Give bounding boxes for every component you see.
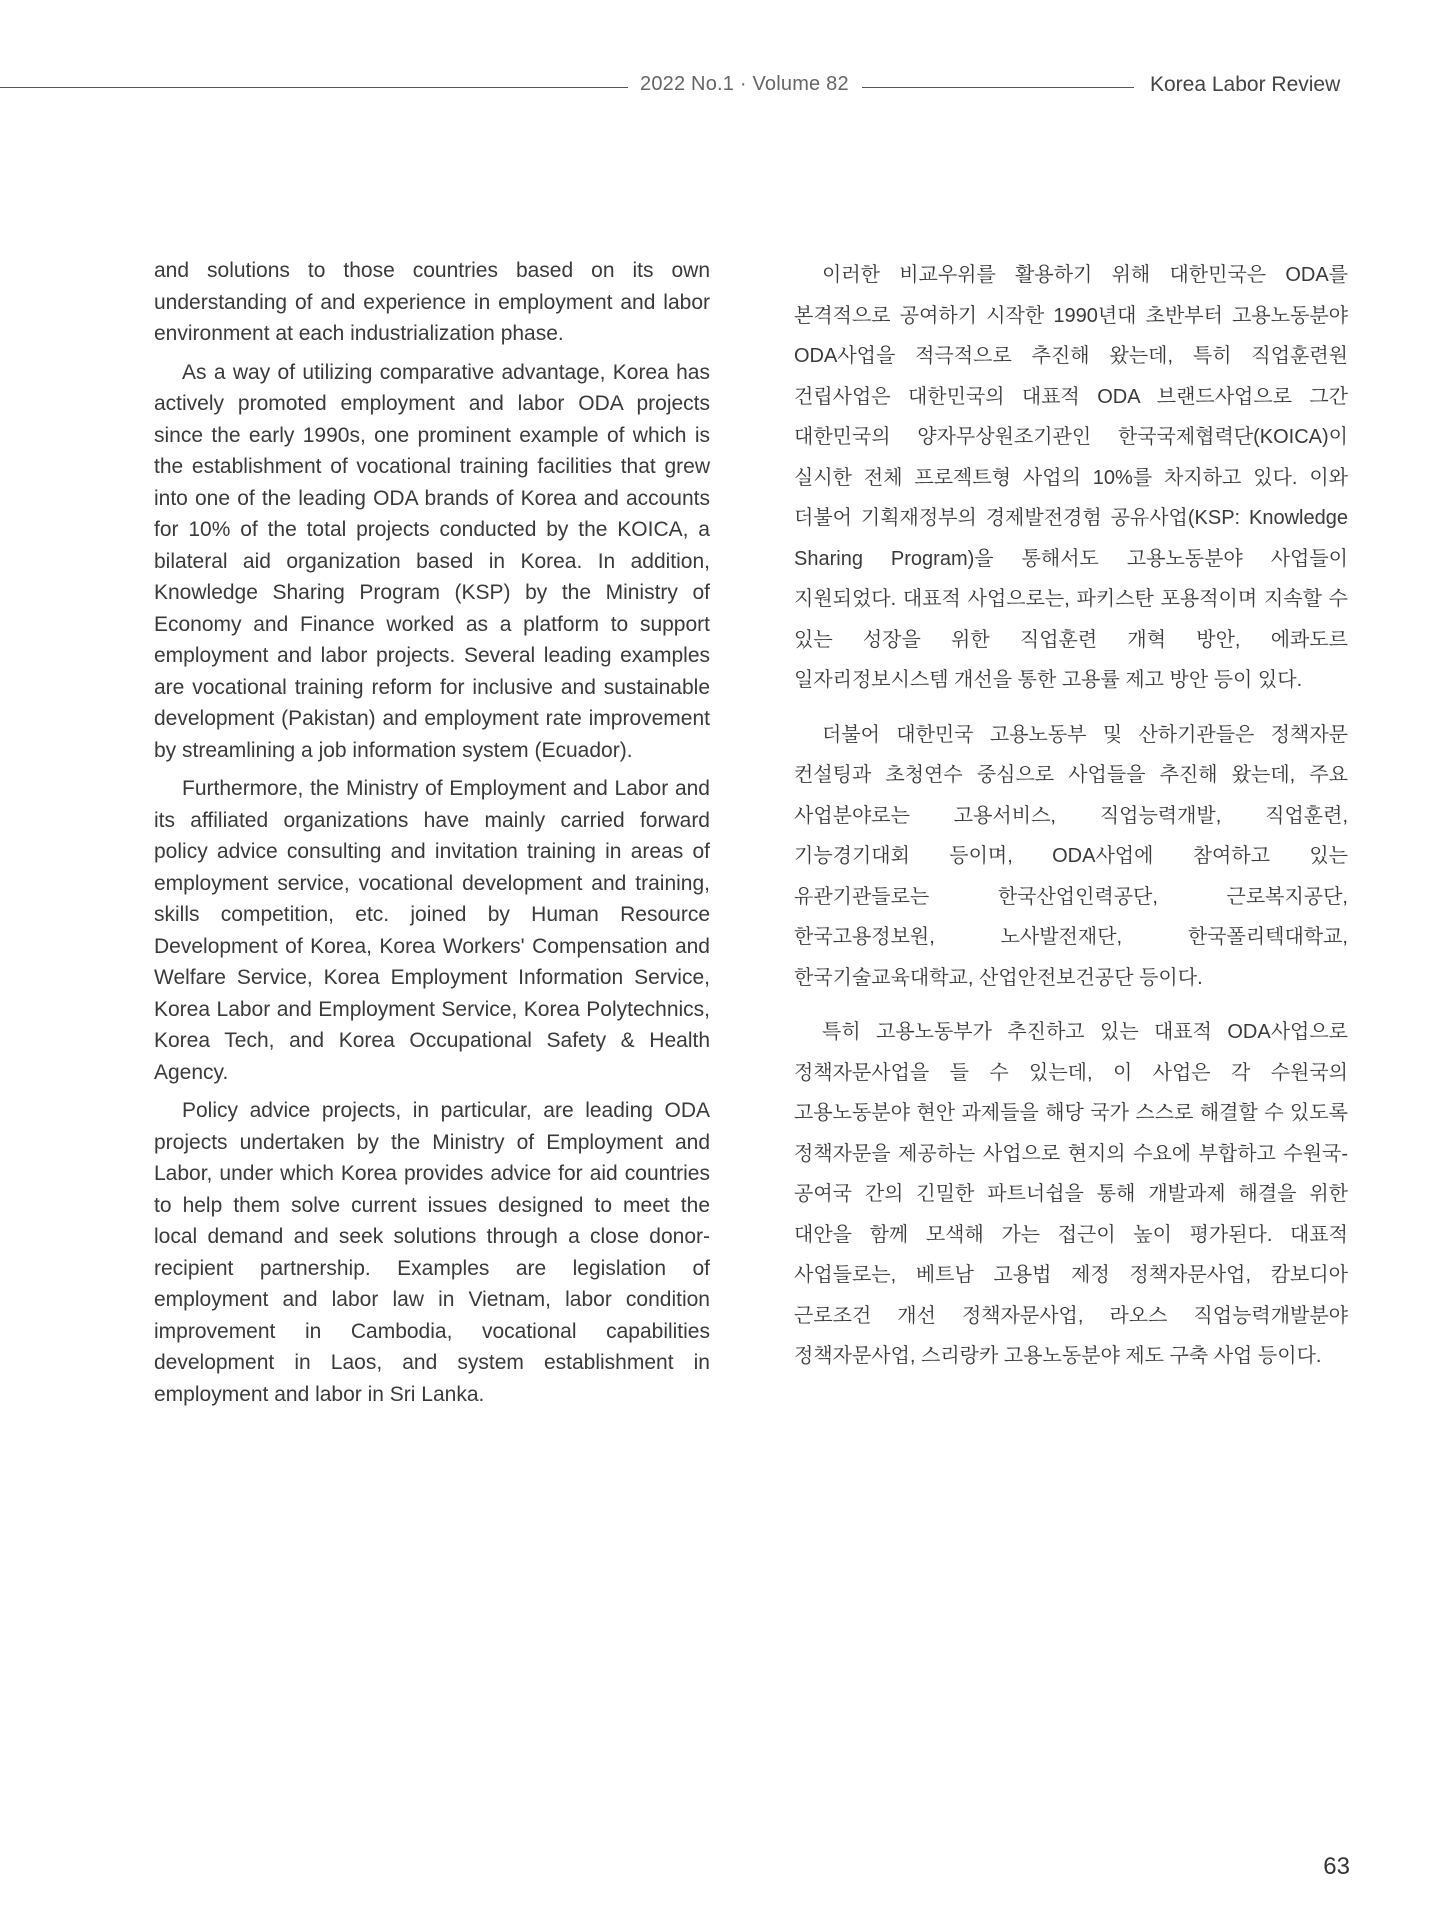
english-paragraph: Furthermore, the Ministry of Employment and Labor and its affiliated organizations have mainly carried forward policy advice consulting and invitation training in areas of employment service, vocational development and training, skills competition, etc. joined by Human Resource Development of Korea, Korea Workers' Compensation and Welfare Service, Korea Employment Information Service, Korea Labor and Employment Service, Korea Polytechnics, Korea Tech, and Korea Occupational Safety & Health Agency.: [154, 777, 710, 1084]
english-column: [154, 255, 710, 1417]
korean-paragraph: 특히 고용노동부가 추진하고 있는 대표적 ODA사업으로 정책자문사업을 들 수 있는데, 이 사업은 각 수원국의 고용노동분야 현안 과제들을 해당 국가 스스로 해결할 수 있도록 정책자문을 제공하는 사업으로 현지의 수요에 부합하고 수원국-공여국 간의 긴밀한 파트너쉽을 통해 개발과제 해결을 위한 대안을 함께 모색해 가는 접근이 높이 평가된다. 대표적 사업들로는, 베트남 고용법 제정 정책자문사업, 캄보디아 근로조건 개선 정책자문사업, 라오스 직업능력개발분야 정책자문사업, 스리랑카 고용노동분야 제도 구축 사업 등이다.: [794, 1021, 1348, 1367]
english-paragraph: As a way of utilizing comparative advantage, Korea has actively promoted employment and labor ODA projects since the early 1990s, one prominent example of which is the establishment of vocational training facilities that grew into one of the leading ODA brands of Korea and accounts for 10% of the total projects conducted by the KOICA, a bilateral aid organization based in Korea. In addition, Knowledge Sharing Program (KSP) by the Ministry of Economy and Finance worked as a platform to support employment and labor projects. Several leading examples are vocational training reform for inclusive and sustainable development (Pakistan) and employment rate improvement by streamlining a job information system (Ecuador).: [154, 360, 710, 762]
journal-title: Korea Labor Review: [1150, 73, 1341, 96]
page-number: 63: [1323, 1853, 1350, 1880]
issue-label: 2022 No.1 · Volume 82: [640, 73, 849, 95]
running-header: [0, 72, 1431, 102]
header-rule-left: [0, 87, 628, 88]
header-rule-middle: [862, 87, 1134, 88]
korean-paragraph: 이러한 비교우위를 활용하기 위해 대한민국은 ODA를 본격적으로 공여하기 시작한 1990년대 초반부터 고용노동분야 ODA사업을 적극적으로 추진해 왔는데, 특히 직업훈련원 건립사업은 대한민국의 대표적 ODA 브랜드사업으로 그간 대한민국의 양자무상원조기관인 한국국제협력단(KOICA)이 실시한 전체 프로젝트형 사업의 10%를 차지하고 있다. 이와 더불어 기획재정부의 경제발전경험 공유사업(KSP: Knowledge Sharing Program)을 통해서도 고용노동분야 사업들이 지원되었다. 대표적 사업으로는, 파키스탄 포용적이며 지속할 수 있는 성장을 위한 직업훈련 개혁 방안, 에콰도르 일자리정보시스템 개선을 통한 고용률 제고 방안 등이 있다.: [794, 264, 1348, 691]
korean-column: [794, 255, 1348, 1391]
english-paragraph: Policy advice projects, in particular, are leading ODA projects undertaken by the Ministry of Employment and Labor, under which Korea provides advice for aid countries to help them solve current issues designed to meet the local demand and seek solutions through a close donor-recipient partnership. Examples are legislation of employment and labor law in Vietnam, labor condition improvement in Cambodia, vocational capabilities development in Laos, and system establishment in employment and labor in Sri Lanka.: [154, 1099, 710, 1406]
korean-paragraph: 더불어 대한민국 고용노동부 및 산하기관들은 정책자문 컨설팅과 초청연수 중심으로 사업들을 추진해 왔는데, 주요 사업분야로는 고용서비스, 직업능력개발, 직업훈련, 기능경기대회 등이며, ODA사업에 참여하고 있는 유관기관들로는 한국산업인력공단, 근로복지공단, 한국고용정보원, 노사발전재단, 한국폴리텍대학교, 한국기술교육대학교, 산업안전보건공단 등이다.: [794, 723, 1348, 989]
english-paragraph: and solutions to those countries based on its own understanding of and experience in employment and labor environment at each industrialization phase.: [154, 259, 710, 345]
